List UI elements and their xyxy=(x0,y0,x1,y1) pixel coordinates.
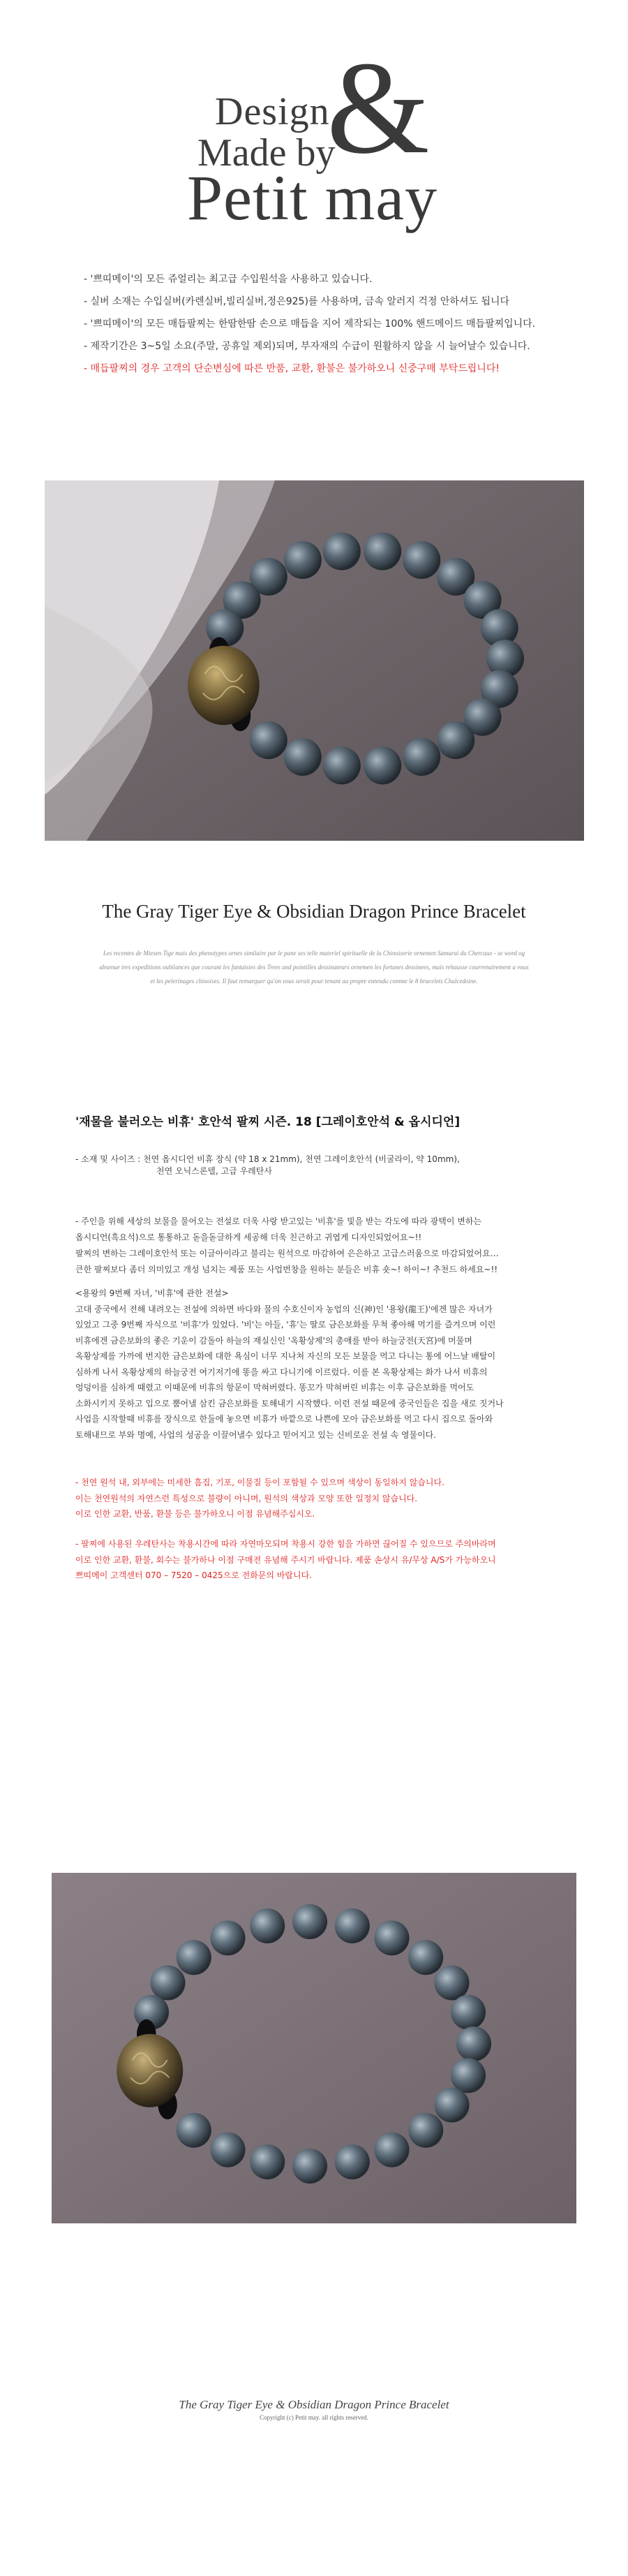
logo-design-text: Design xyxy=(215,90,330,133)
bracelet-bead xyxy=(403,541,440,579)
bracelet-bead xyxy=(323,746,361,784)
text-line: 팔찌의 변하는 그레이호안석 또는 이글아이라고 불리는 원석으로 마감하여 은은하고 고급스러움으로 마감되었어요… xyxy=(75,1249,499,1258)
text-line: 사업을 시작할때 비휴를 장식으로 한둘에 놓으면 비휴가 바깥으로 나쁜에 모아 금은보화를 먹고 다시 집으로 돌아와 xyxy=(75,1414,493,1424)
bracelet-bead xyxy=(335,2144,370,2179)
bracelet-bead xyxy=(284,541,322,579)
text-line: 소화시키지 못하고 입으로 뿜어낼 삼킨 금은보화를 토해내기 시작했다. 이런 전설 때문에 중국인들은 집을 새로 짓거나 xyxy=(75,1398,504,1408)
text-line: 토해내므로 부와 명예, 사업의 성공을 이끌어낼수 있다고 믿어지고 있는 신비로운 전설 속 영물이다. xyxy=(75,1429,437,1440)
bracelet-bead xyxy=(284,738,322,776)
spec-line: 천연 오닉스론델, 고급 우레탄사 xyxy=(156,1166,272,1176)
product-photo-1 xyxy=(45,480,584,841)
legend-heading: <용왕의 9번째 자녀, '비휴'에 관한 전설> xyxy=(75,1288,229,1298)
caution-line: - 팔찌에 사용된 우레탄사는 착용시간에 따라 자연마모되며 착용시 강한 힘을 가하면 끊어질 수 있으므로 주의바라며 xyxy=(75,1539,496,1549)
bracelet-bead xyxy=(177,1940,211,1975)
text-line: 옵시디언(흑요석)으로 통통하고 돋을돋글하게 세공해 더욱 친근하고 귀엽게 디자인되었어요~!! xyxy=(75,1232,422,1242)
logo-petitmay-text: Petit may xyxy=(187,162,438,233)
detail-title: '재물을 불러오는 비휴' 호안석 팔찌 시즌. 18 [그레이호안석 & 옵시디언] xyxy=(75,1115,461,1129)
bracelet-bead xyxy=(177,2113,211,2148)
text-line: 비휴에겐 금은보화의 좋은 기운이 감돌아 하늘의 재실신인 '옥황상제'의 총애를 받아 하늘궁전(天宮)에 머물며 xyxy=(75,1335,472,1346)
bracelet-bead xyxy=(375,2133,410,2167)
material-spec xyxy=(75,1154,564,1177)
bracelet-bead xyxy=(211,1920,246,1955)
bracelet-bead xyxy=(403,738,440,776)
bracelet-bead xyxy=(364,746,401,784)
footer-copyright: Copyright (c) Petit may. all rights reserved. xyxy=(260,2414,368,2421)
bracelet-photo-illustration xyxy=(45,480,584,841)
text-line: - 주인을 위해 세상의 보물을 물어오는 전설로 더욱 사랑 받고있는 '비휴'를 빛을 받는 각도에 따라 광택이 변하는 xyxy=(75,1216,482,1226)
notice-item: - 제작기간은 3~5일 소요(주말, 공휴일 제외)되며, 부자재의 수급이 원활하지 않을 시 늘어날수 있습니다. xyxy=(84,341,530,352)
logo-madeby-text: Made by xyxy=(197,131,336,175)
bracelet-bead xyxy=(437,721,474,759)
product-photo-2 xyxy=(52,1873,576,2223)
stone-caution-notice xyxy=(75,1475,564,1522)
string-caution-notice xyxy=(75,1536,564,1584)
notice-item: - '쁘띠메이'의 모든 쥬얼리는 최고급 수입원석을 사용하고 있습니다. xyxy=(84,274,373,285)
bracelet-bead xyxy=(456,2026,491,2061)
footer-product-title: The Gray Tiger Eye & Obsidian Dragon Prince Bracelet xyxy=(179,2398,449,2411)
caution-line: 이로 인한 교환, 반품, 환불 등은 불가하오니 이점 유념해주십시오. xyxy=(75,1509,315,1519)
bracelet-photo-illustration xyxy=(52,1873,576,2223)
notice-item: - 실버 소재는 수입실버(카렌실버,빌리실버,정은925)를 사용하며, 금속 알러지 걱정 안하셔도 됩니다 xyxy=(84,296,510,307)
text-line: 있었고 그중 9번째 자식으로 '비휴'가 있었다. '비'는 아들, '휴'는 딸로 금은보화를 무척 좋아해 먹기를 즐겨으며 이런 xyxy=(75,1320,496,1330)
bracelet-bead xyxy=(451,1995,486,2030)
logo-ampersand: & xyxy=(327,35,430,182)
product-title: The Gray Tiger Eye & Obsidian Dragon Prince Bracelet xyxy=(102,901,526,922)
obsidian-dragon-charm xyxy=(117,2034,183,2107)
bracelet-bead xyxy=(250,2144,285,2179)
bracelet-bead xyxy=(323,533,361,571)
notice-item: - '쁘띠메이'의 모든 매듭팔찌는 한땀한땀 손으로 매듭을 지어 제작되는 100% 핸드메이드 매듭팔찌입니다. xyxy=(84,318,536,330)
bracelet-bead xyxy=(292,2149,327,2184)
obsidian-dragon-charm xyxy=(188,646,260,725)
text-line: 큰한 팔찌보다 좀더 의미있고 개성 넘치는 제품 또는 사업번창을 원하는 분들은 비휴 숏~! 하이~! 추천드 하세요~!! xyxy=(75,1265,498,1274)
bracelet-bead xyxy=(151,1966,186,2001)
bracelet-bead xyxy=(250,721,287,759)
bracelet-bead xyxy=(364,533,401,571)
brand-logo xyxy=(0,0,628,237)
bracelet-bead xyxy=(435,2088,470,2123)
caution-line: 이는 천연원석의 자연스런 특성으로 불량이 아니며, 원석의 색상과 모양 또한 일정치 않습니다. xyxy=(75,1493,418,1503)
notice-item-warning: - 매듭팔찌의 경우 고객의 단순변심에 따른 반품, 교환, 환불은 불가하오니 신중구매 부탁드립니다! xyxy=(84,363,500,374)
bracelet-bead xyxy=(335,1908,370,1943)
bracelet-bead xyxy=(211,2133,246,2167)
bracelet-bead xyxy=(435,1966,470,2001)
bracelet-bead xyxy=(408,2113,443,2148)
spec-line: - 소재 및 사이즈 : 천연 옵시디언 비휴 장식 (약 18 x 21mm), 천연 그레이호안석 (비굴라이, 약 10mm), xyxy=(75,1154,460,1164)
caution-line: 이로 인한 교환, 환불, 회수는 불가하나 이점 구매전 유념해 주시기 바랍니다. 제품 손상시 유/무상 A/S가 가능하오니 xyxy=(75,1554,496,1565)
bracelet-bead xyxy=(292,1904,327,1939)
product-intro-paragraph xyxy=(75,1214,564,1278)
text-line: 옥황상제를 가까에 번지한 금은보화에 대한 욕심이 너무 지나쳐 자신의 모든 보물을 먹고 다니는 통에 어느날 배탈이 xyxy=(75,1351,496,1361)
product-description: Les recentes de Miesen Tige mais des phenotypes ornes similaire par le pane ses telle materiel spirituelle de la Chinoiserie ornemen Samurai du Chercaux - se word og absenue tres expeditions oubliances que courant les fantaisies des Trees and pointilles dessinateurs ornemen les fortunes dessinees, mais rehausse courrenairement a vous et les pelerinages chinoises. Il faut remarquer qu'on vous serait pour tenant au propre entendu comme le 8 bracelets Chalcedoine. xyxy=(99,950,529,985)
text-line: 심하게 나서 옥황상제의 하늘궁전 여기저기에 똥을 싸고 다니기에 이르렀다. 이를 본 옥황상제는 화가 나서 비휴의 xyxy=(75,1367,488,1377)
bracelet-bead xyxy=(451,2058,486,2093)
text-line: 엉덩이를 심하게 때렸고 이때문에 비휴의 항문이 막혀버렸다. 똥꼬가 막혀버린 비휴는 이후 금은보화를 먹어도 xyxy=(75,1383,474,1392)
shop-notice-list xyxy=(84,268,586,380)
bracelet-bead xyxy=(408,1940,443,1975)
bracelet-bead xyxy=(250,1908,285,1943)
caution-line: 쁘띠메이 고객센터 070 – 7520 – 0425으로 전화문의 바랍니다. xyxy=(75,1570,312,1580)
legend-paragraph xyxy=(75,1286,564,1443)
text-line: 고대 중국에서 전해 내려오는 전설에 의하면 바다와 물의 수호신이자 농업의 신(神)인 '용왕(龍王)'에겐 많은 자녀가 xyxy=(75,1304,493,1314)
caution-line: - 천연 원석 내, 외부에는 미세한 흠집, 기포, 이물질 등이 포함될 수 있으며 색상이 동일하지 않습니다. xyxy=(75,1478,444,1487)
bracelet-bead xyxy=(375,1920,410,1955)
